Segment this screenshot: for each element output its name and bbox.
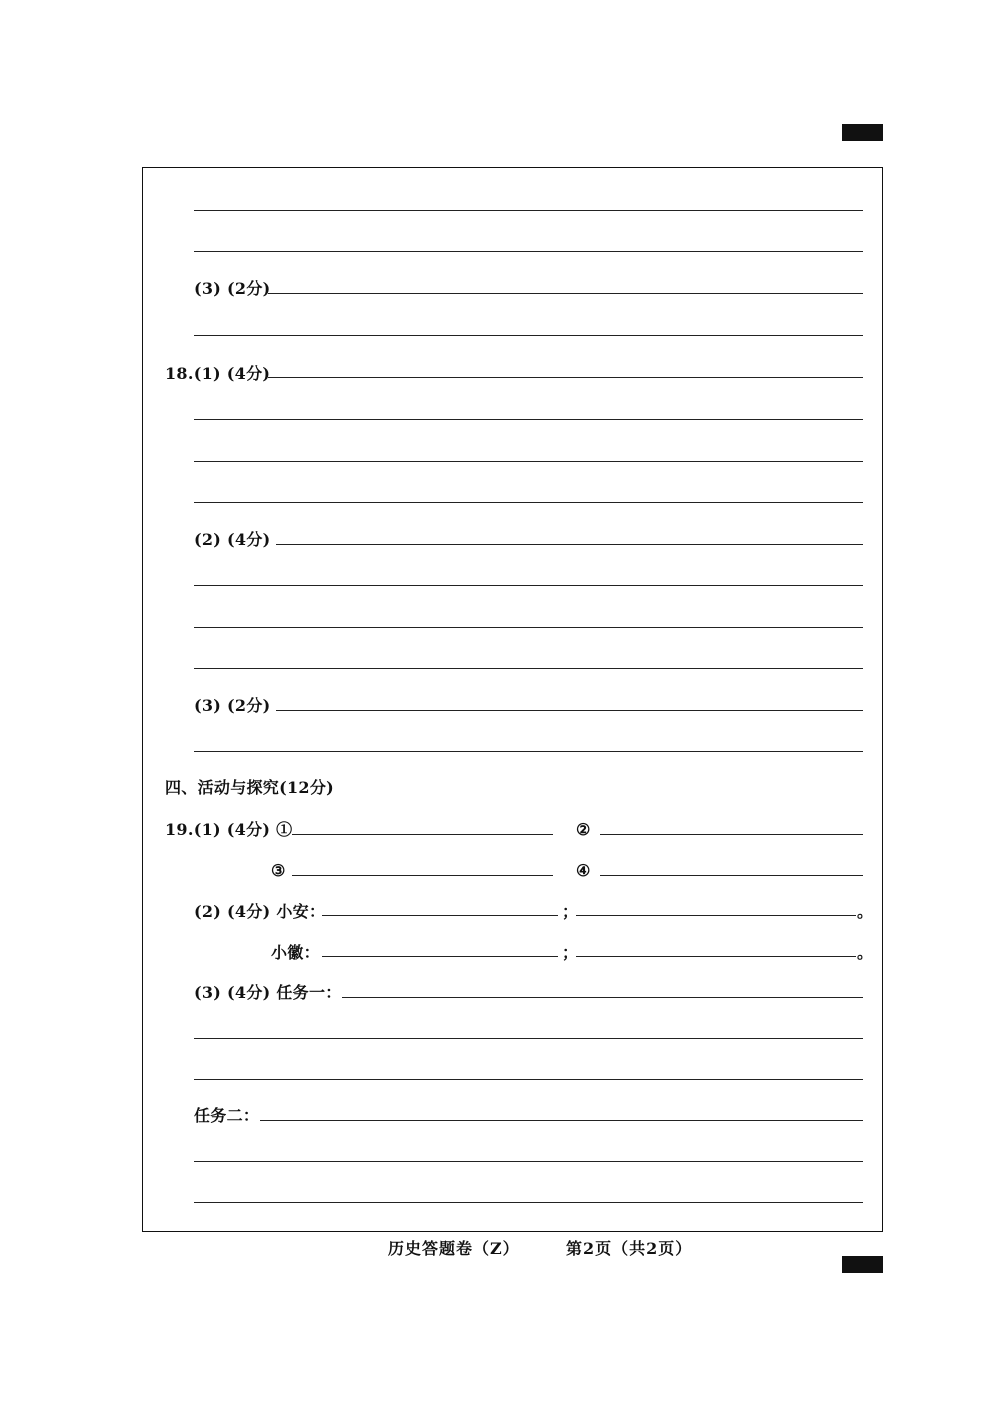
q19-task2-label: 任务二：	[194, 1106, 260, 1125]
answer-line[interactable]	[276, 544, 863, 545]
answer-line[interactable]	[292, 834, 553, 835]
semicolon: ；	[562, 902, 579, 921]
answer-line[interactable]	[194, 1161, 863, 1162]
period: 。	[857, 902, 874, 921]
answer-line[interactable]	[194, 1202, 863, 1203]
answer-line[interactable]	[194, 585, 863, 586]
answer-line[interactable]	[194, 502, 863, 503]
answer-line[interactable]	[194, 1079, 863, 1080]
answer-line[interactable]	[322, 956, 558, 957]
answer-line[interactable]	[194, 751, 863, 752]
answer-line[interactable]	[194, 461, 863, 462]
answer-line[interactable]	[194, 1038, 863, 1039]
circle-num-3: ③	[271, 861, 286, 880]
q18-part2-label: (2) (4分)	[194, 530, 271, 549]
q19-part2-label: (2) (4分) 小安：	[194, 902, 326, 921]
answer-line[interactable]	[194, 627, 863, 628]
answer-line[interactable]	[276, 710, 863, 711]
answer-line[interactable]	[194, 210, 863, 211]
q19-part3-label: (3) (4分) 任务一：	[194, 983, 342, 1002]
answer-line[interactable]	[600, 834, 863, 835]
footer-page-number: 第2页（共2页）	[566, 1239, 693, 1258]
circle-num-4: ④	[576, 861, 591, 880]
answer-line[interactable]	[194, 668, 863, 669]
answer-line[interactable]	[576, 956, 856, 957]
alignment-mark-top	[842, 124, 883, 141]
answer-line[interactable]	[268, 377, 863, 378]
footer-subject: 历史答题卷（Z）	[388, 1239, 520, 1258]
answer-line[interactable]	[194, 419, 863, 420]
section-title: 四、活动与探究(12分)	[165, 778, 335, 797]
answer-line[interactable]	[576, 915, 856, 916]
q19-part2-name2-label: 小徽：	[271, 943, 320, 962]
answer-line[interactable]	[292, 875, 553, 876]
answer-line[interactable]	[260, 1120, 863, 1121]
answer-line[interactable]	[322, 915, 558, 916]
circle-num-2: ②	[576, 820, 591, 839]
answer-line[interactable]	[194, 251, 863, 252]
q18-part1-label: 18.(1) (4分)	[165, 364, 271, 383]
period: 。	[857, 943, 874, 962]
q19-part1-label: 19.(1) (4分) ①	[165, 820, 293, 839]
answer-line[interactable]	[600, 875, 863, 876]
answer-line[interactable]	[268, 293, 863, 294]
alignment-mark-bottom	[842, 1256, 883, 1273]
semicolon: ；	[562, 943, 579, 962]
q18-part3-label: (3) (2分)	[194, 696, 271, 715]
q17-part3-label: (3) (2分)	[194, 279, 271, 298]
answer-line[interactable]	[194, 335, 863, 336]
answer-line[interactable]	[342, 997, 863, 998]
